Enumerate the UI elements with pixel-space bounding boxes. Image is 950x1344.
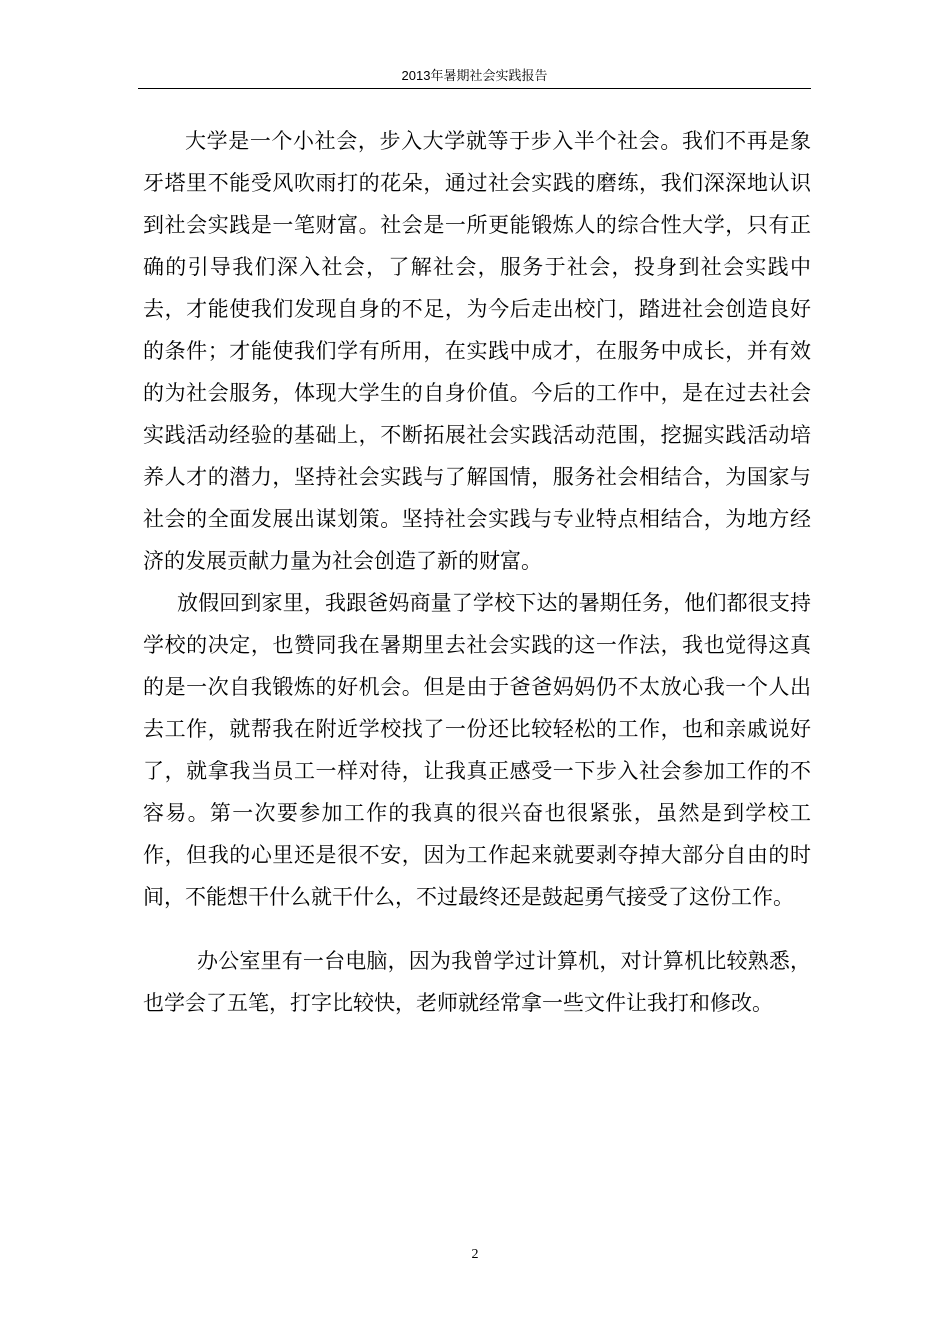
page-number: 2 — [471, 1247, 479, 1262]
paragraph: 放假回到家里，我跟爸妈商量了学校下达的暑期任务，他们都很支持学校的决定，也赞同我在暑期里去社会实践的这一作法，我也觉得这真的是一次自我锻炼的好机会。但是由于爸爸妈妈仍不太放心我一个人出去工作，就帮我在附近学校找了一份还比较轻松的工作，也和亲戚说好了，就拿我当员工一样对待，让我真正感受一下步入社会参加工作的不容易。第一次要参加工作的我真的很兴奋也很紧张，虽然是到学校工作，但我的心里还是很不安，因为工作起来就要剥夺掉大部分自由的时间，不能想干什么就干什么，不过最终还是鼓起勇气接受了这份工作。 — [143, 591, 811, 909]
body-text — [143, 120, 811, 1024]
paragraph: 大学是一个小社会，步入大学就等于步入半个社会。我们不再是象牙塔里不能受风吹雨打的花朵，通过社会实践的磨练，我们深深地认识到社会实践是一笔财富。社会是一所更能锻炼人的综合性大学，只有正确的引导我们深入社会，了解社会，服务于社会，投身到社会实践中去，才能使我们发现自身的不足，为今后走出校门，踏进社会创造良好的条件；才能使我们学有所用，在实践中成才，在服务中成长，并有效的为社会服务，体现大学生的自身价值。今后的工作中，是在过去社会实践活动经验的基础上，不断拓展社会实践活动范围，挖掘实践活动培养人才的潜力，坚持社会实践与了解国情，服务社会相结合，为国家与社会的全面发展出谋划策。坚持社会实践与专业特点相结合，为地方经济的发展贡献力量为社会创造了新的财富。 — [143, 129, 811, 573]
page-header: 2013年暑期社会实践报告 — [138, 66, 811, 89]
paragraph: 办公室里有一台电脑，因为我曾学过计算机，对计算机比较熟悉，也学会了五笔，打字比较快，老师就经常拿一些文件让我打和修改。 — [143, 949, 811, 1015]
